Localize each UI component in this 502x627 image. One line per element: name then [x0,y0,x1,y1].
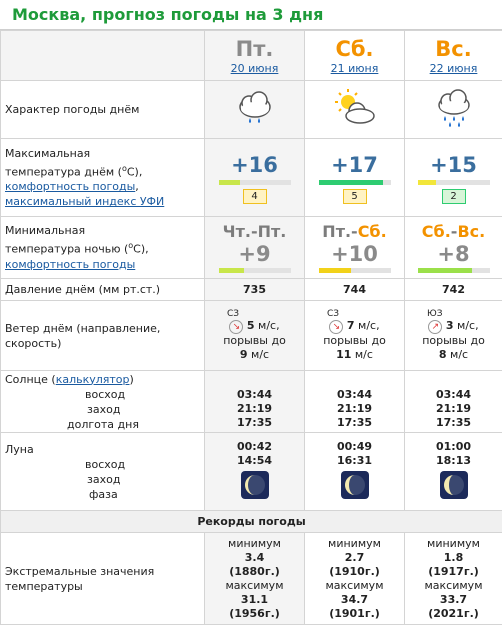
comfort-bar-fill [418,180,436,185]
phase-label: фаза [89,487,118,501]
deg-c: C [126,165,135,179]
night-to: Пт. [257,222,287,241]
sun-cloud-icon [333,87,377,129]
day-name: Вс. [435,37,472,61]
comfort-link[interactable]: комфортность погоды [5,180,136,194]
gust-label: порывы до [223,334,286,347]
pressure-value: 744 [305,279,405,301]
comma: , [135,180,139,194]
rec-min-label: минимум [228,536,281,550]
waning-crescent-icon [241,471,269,499]
rec-max-value: 34.7 [340,592,369,606]
day-header [405,31,502,81]
moonset-time: 16:31 [336,454,372,467]
night-day-names: Сб.-Вс. [421,222,486,241]
tmin-value: +9 [238,242,271,266]
sun-calculator-link[interactable]: калькулятор [55,372,130,386]
tmax-label-line2: температура днём ( [5,165,122,179]
tmax-value: +17 [331,152,378,177]
comfort-bar [418,180,490,185]
moonrise-time: 00:42 [236,440,272,453]
moonrise-time: 01:00 [435,440,471,453]
sunrise-time: 03:44 [236,387,272,401]
forecast-table [0,30,502,625]
cloud-rain-icon [432,87,476,129]
weather-cell [305,81,405,139]
cloud-light-rain-icon [233,87,277,129]
moonset-time: 14:54 [236,454,272,467]
rec-min-label: минимум [427,536,480,550]
rec-min-value: 1.8 [443,550,464,564]
rec-max-year: (1901г.) [329,606,380,620]
tmax-cell [405,139,502,217]
wind-speed: 5 [246,319,255,332]
rec-max-label: максимум [325,578,384,592]
tmax-cell [305,139,405,217]
moonset-time: 18:13 [435,454,471,467]
wind-speed: 3 [445,319,454,332]
gust-value: 9 [239,348,248,361]
gust-unit: м/с [251,348,270,361]
night-comfort-bar [219,268,291,273]
wind-arrow-icon: ↘ [329,320,343,334]
rec-max-value: 31.1 [240,592,269,606]
weather-cell [205,81,305,139]
wind-unit: м/с, [457,319,479,332]
records-cell [205,533,305,625]
sunset-time: 21:19 [336,401,372,415]
tmin-value: +8 [437,242,470,266]
night-from: Сб. [421,222,451,241]
pressure-label: Давление днём (мм рт.ст.) [1,279,205,301]
tmax-value: +15 [430,152,477,177]
records-cell [405,533,502,625]
comfort-bar [219,180,291,185]
sunrise-time: 03:44 [336,387,372,401]
night-from: Пт. [322,222,352,241]
uvi-link[interactable]: максимальный индекс УФИ [5,195,165,209]
pressure-value: 735 [205,279,305,301]
night-from: Чт. [222,222,251,241]
comfort-bar-fill [219,180,241,185]
wind-unit: м/с, [358,319,380,332]
gust-unit: м/с [450,348,469,361]
wind-arrow-icon: ↘ [229,320,243,334]
night-comfort-bar [319,268,391,273]
rec-min-label: минимум [328,536,381,550]
night-day-names: Пт.-Сб. [322,222,387,241]
daylen-time: 17:35 [435,415,471,429]
daylen-label: долгота дня [67,417,139,431]
tmax-label-close: ), [134,165,143,179]
gust-label: порывы до [422,334,485,347]
tmin-label [1,217,205,279]
degree-sign: o [128,241,134,251]
gust-label: порывы до [323,334,386,347]
day-date-link[interactable]: 22 июня [429,62,478,75]
day-date-link[interactable]: 21 июня [330,62,379,75]
night-bar-fill [418,268,472,273]
rec-max-year: (2021г.) [428,606,479,620]
corner-cell [1,31,205,81]
day-name: Пт. [235,37,274,61]
tmin-cell [305,217,405,279]
comfort-bar-fill [319,180,384,185]
gust-value: 8 [438,348,447,361]
sunset-time: 21:19 [435,401,471,415]
rec-max-label: максимум [424,578,483,592]
wind-unit: м/с, [258,319,280,332]
day-header [205,31,305,81]
rec-max-value: 33.7 [439,592,468,606]
wind-direction: СЗ [327,309,340,319]
moon-cell [405,433,502,511]
rec-min-value: 3.4 [244,550,265,564]
rec-max-year: (1956г.) [229,606,280,620]
moon-label-text: Луна [5,442,34,456]
rec-min-year: (1880г.) [229,564,280,578]
sun-label-text: Солнце ( [5,372,56,386]
sun-cell [405,371,502,433]
tmin-label-line2: температура ночью ( [5,242,129,256]
sun-cell [205,371,305,433]
gust-value: 11 [336,348,352,361]
rec-min-value: 2.7 [344,550,365,564]
moon-cell [305,433,405,511]
day-header [305,31,405,81]
extreme-temp-label: Экстремальные значения температуры [1,533,205,625]
rec-min-year: (1910г.) [329,564,380,578]
night-to: Сб. [357,222,387,241]
daylen-time: 17:35 [236,415,272,429]
wind-label: Ветер днём (направление, скорость) [1,301,205,371]
tmax-label [1,139,205,217]
tmin-cell [405,217,502,279]
tmin-label-close: ), [140,242,149,256]
rec-max-label: максимум [225,578,284,592]
page-title: Москва, прогноз погоды на 3 дня [0,0,502,30]
day-name: Сб. [335,37,374,61]
sunrise-label: восход [85,387,126,401]
day-date-link[interactable]: 20 июня [230,62,279,75]
gust-unit: м/с [354,348,373,361]
moonrise-time: 00:49 [336,440,372,453]
wind-arrow-icon: ↗ [428,320,442,334]
uvi-badge: 2 [442,189,466,204]
weather-cell [405,81,502,139]
weather-day-label: Характер погоды днём [1,81,205,139]
wind-direction: СЗ [227,309,240,319]
deg-c: C [133,242,141,256]
tmin-value: +10 [331,242,378,266]
tmin-cell [205,217,305,279]
moon-cell [205,433,305,511]
tmax-cell [205,139,305,217]
wind-direction: ЮЗ [427,309,443,319]
moonrise-label: восход [85,457,126,471]
sunrise-time: 03:44 [435,387,471,401]
degree-sign: o [121,163,127,173]
sun-label [1,371,205,433]
records-header: Рекорды погоды [1,511,502,533]
tmin-label-line1: Минимальная [5,224,86,238]
moon-label [1,433,205,511]
wind-speed: 7 [346,319,355,332]
comfort-link-night[interactable]: комфортность погоды [5,257,136,271]
night-bar-fill [219,268,244,273]
records-cell [305,533,405,625]
pressure-value: 742 [405,279,502,301]
waning-crescent-icon [440,471,468,499]
uvi-badge: 5 [343,189,367,204]
tmax-label-line1: Максимальная [5,146,91,160]
uvi-badge: 4 [243,189,267,204]
night-day-names: Чт.-Пт. [222,222,287,241]
sunset-time: 21:19 [236,401,272,415]
night-comfort-bar [418,268,490,273]
tmax-value: +16 [231,152,278,177]
wind-cell [405,301,502,371]
night-bar-fill [319,268,351,273]
moonset-label: заход [87,472,121,486]
daylen-time: 17:35 [336,415,372,429]
wind-cell [305,301,405,371]
comfort-bar [319,180,391,185]
sun-label-close: ) [129,372,134,386]
night-to: Вс. [457,222,486,241]
wind-cell [205,301,305,371]
rec-min-year: (1917г.) [428,564,479,578]
waning-crescent-icon [341,471,369,499]
sunset-label: заход [87,402,121,416]
sun-cell [305,371,405,433]
